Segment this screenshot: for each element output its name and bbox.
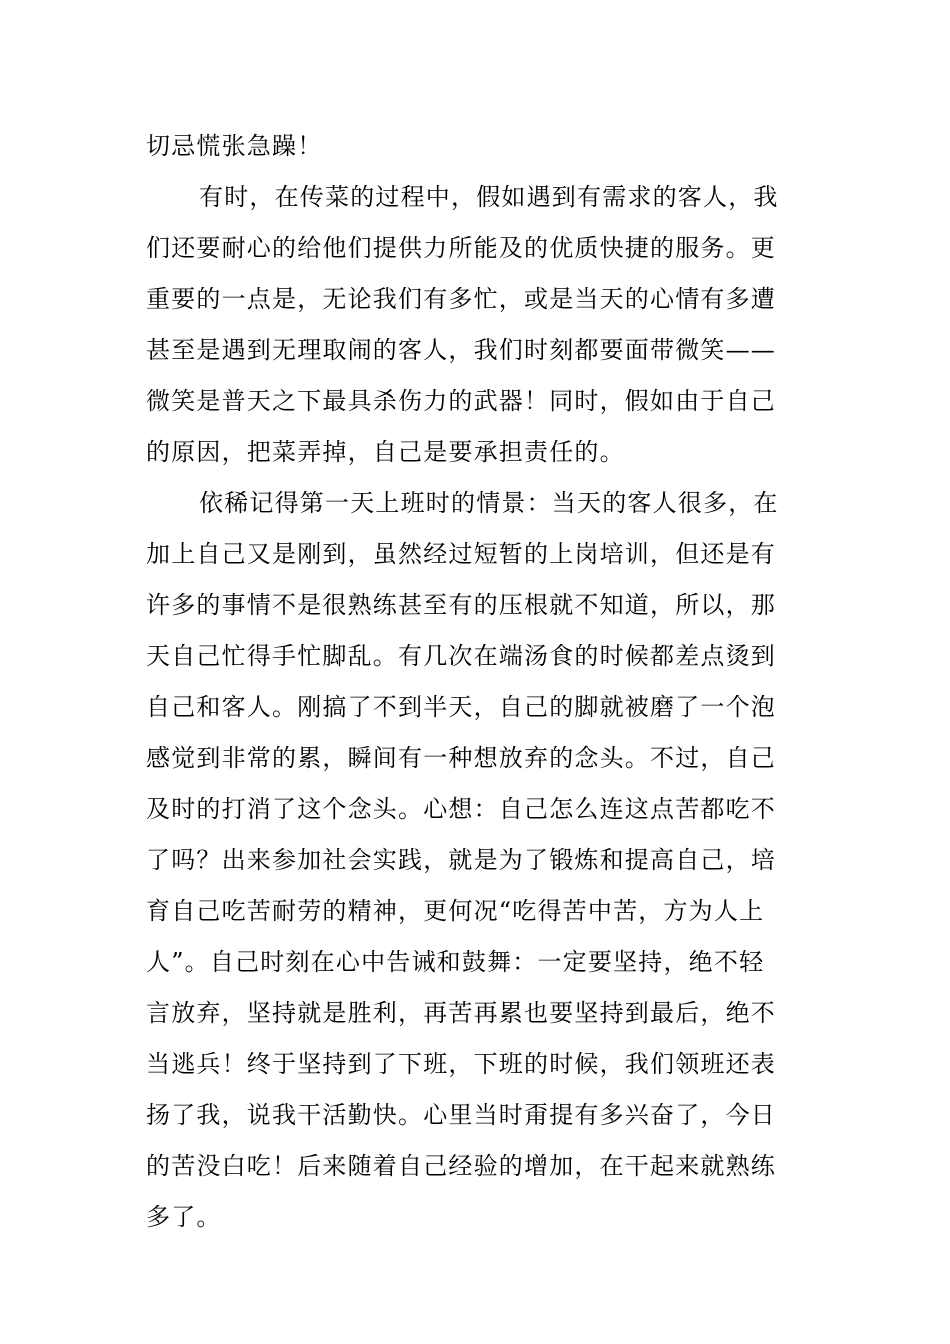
text-line: 扬了我，说我干活勤快。心里当时甭提有多兴奋了，今日: [146, 1101, 776, 1129]
text-line: 言放弃，坚持就是胜利，再苦再累也要坚持到最后，绝不: [146, 999, 776, 1027]
text-line: 天自己忙得手忙脚乱。有几次在端汤食的时候都差点烫到: [146, 642, 776, 670]
text-line: 自己和客人。刚搞了不到半天，自己的脚就被磨了一个泡: [146, 693, 776, 721]
text-line: 许多的事情不是很熟练甚至有的压根就不知道，所以，那: [146, 591, 776, 619]
text-line: 育自己吃苦耐劳的精神，更何况“吃得苦中苦，方为人上: [146, 897, 765, 925]
text-line: 多了。: [146, 1203, 222, 1231]
text-line: 微笑是普天之下最具杀伤力的武器！同时，假如由于自己: [146, 387, 776, 415]
text-line: 加上自己又是刚到，虽然经过短暂的上岗培训，但还是有: [146, 540, 776, 568]
text-line: 的原因，把菜弄掉，自己是要承担责任的。: [146, 438, 625, 466]
paragraph-start-line: 有时，在传菜的过程中，假如遇到有需求的客人，我: [199, 183, 779, 211]
paragraph-start-line: 依稀记得第一天上班时的情景：当天的客人很多，在: [199, 489, 779, 517]
text-line: 感觉到非常的累，瞬间有一种想放弃的念头。不过，自己: [146, 744, 776, 772]
text-line: 切忌慌张急躁！: [146, 132, 323, 160]
text-line: 人”。自己时刻在心中告诫和鼓舞：一定要坚持，绝不轻: [146, 948, 765, 976]
text-line: 了吗？出来参加社会实践，就是为了锻炼和提高自己，培: [146, 846, 776, 874]
document-body: [146, 121, 808, 1243]
text-line: 甚至是遇到无理取闹的客人，我们时刻都要面带微笑——: [146, 336, 776, 364]
text-line: 当逃兵！终于坚持到了下班，下班的时候，我们领班还表: [146, 1050, 776, 1078]
text-line: 重要的一点是，无论我们有多忙，或是当天的心情有多遭: [146, 285, 776, 313]
text-line: 及时的打消了这个念头。心想：自己怎么连这点苦都吃不: [146, 795, 776, 823]
text-line: 们还要耐心的给他们提供力所能及的优质快捷的服务。更: [146, 234, 776, 262]
text-line: 的苦没白吃！后来随着自己经验的增加，在干起来就熟练: [146, 1152, 776, 1180]
